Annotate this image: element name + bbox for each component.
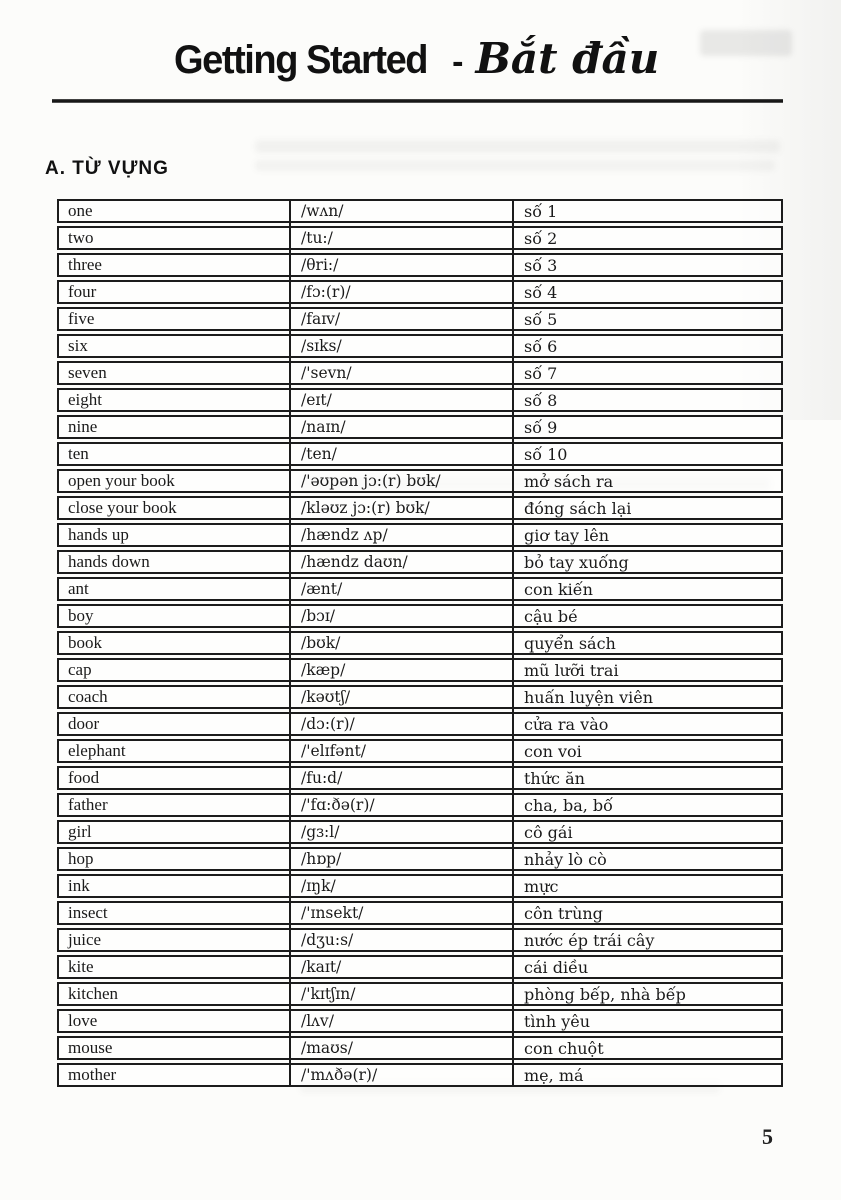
- word-cell: love: [68, 1011, 98, 1030]
- table-row: [57, 550, 783, 574]
- table-row: [57, 523, 783, 547]
- ipa-cell: /dɔ:(r)/: [301, 715, 355, 733]
- ipa-cell: /dʒu:s/: [301, 931, 354, 949]
- ipa-cell: /wʌn/: [301, 202, 344, 220]
- table-row: [57, 658, 783, 682]
- ipa-cell: /kəʊtʃ/: [301, 688, 351, 706]
- table-row: [57, 226, 783, 250]
- ipa-cell: /kæp/: [301, 661, 346, 679]
- ipa-cell: /sɪks/: [301, 337, 342, 355]
- ipa-cell: /hɒp/: [301, 850, 342, 868]
- table-row: [57, 631, 783, 655]
- word-cell: ten: [68, 444, 89, 463]
- meaning-cell: quyển sách: [524, 633, 616, 653]
- table-row: [57, 820, 783, 844]
- word-cell: close your book: [68, 498, 177, 517]
- meaning-cell: số 8: [524, 390, 558, 410]
- word-cell: four: [68, 282, 97, 301]
- column-divider-icon: [512, 199, 514, 1087]
- word-cell: juice: [68, 930, 102, 949]
- ipa-cell: /bʊk/: [301, 634, 341, 652]
- ipa-cell: /bɔɪ/: [301, 607, 336, 625]
- table-row: [57, 199, 783, 223]
- word-cell: kite: [68, 957, 94, 976]
- ipa-cell: /'mʌðə(r)/: [301, 1066, 378, 1084]
- table-row: [57, 469, 783, 493]
- word-cell: girl: [68, 822, 92, 841]
- meaning-cell: mẹ, má: [524, 1065, 584, 1085]
- word-cell: nine: [68, 417, 98, 436]
- meaning-cell: số 2: [524, 228, 558, 248]
- word-cell: five: [68, 309, 95, 328]
- meaning-cell: mực: [524, 876, 559, 896]
- ipa-cell: /fɔ:(r)/: [301, 283, 351, 301]
- meaning-cell: cha, ba, bố: [524, 795, 613, 815]
- word-cell: one: [68, 201, 93, 220]
- meaning-cell: con kiến: [524, 579, 593, 599]
- word-cell: three: [68, 255, 102, 274]
- ipa-cell: /ten/: [301, 445, 337, 463]
- ipa-cell: /'elɪfənt/: [301, 742, 366, 760]
- table-row: [57, 1036, 783, 1060]
- meaning-cell: số 10: [524, 444, 568, 464]
- table-row: [57, 415, 783, 439]
- ipa-cell: /'fɑ:ðə(r)/: [301, 796, 375, 814]
- table-row: [57, 1063, 783, 1087]
- word-cell: father: [68, 795, 108, 814]
- word-cell: hands up: [68, 525, 129, 544]
- ipa-cell: /kaɪt/: [301, 958, 342, 976]
- word-cell: eight: [68, 390, 102, 409]
- word-cell: hop: [68, 849, 94, 868]
- table-row: [57, 766, 783, 790]
- word-cell: kitchen: [68, 984, 119, 1003]
- meaning-cell: đóng sách lại: [524, 498, 632, 518]
- word-cell: hands down: [68, 552, 150, 571]
- ipa-cell: /lʌv/: [301, 1012, 334, 1030]
- ipa-cell: /maʊs/: [301, 1039, 353, 1057]
- ipa-cell: /tu:/: [301, 229, 333, 247]
- meaning-cell: cô gái: [524, 822, 573, 842]
- table-row: [57, 739, 783, 763]
- ipa-cell: /'sevn/: [301, 364, 352, 382]
- table-row: [57, 280, 783, 304]
- word-cell: seven: [68, 363, 107, 382]
- table-row: [57, 307, 783, 331]
- word-cell: six: [68, 336, 88, 355]
- page-number: 5: [762, 1124, 773, 1149]
- meaning-cell: con chuột: [524, 1038, 604, 1058]
- meaning-cell: số 1: [524, 201, 558, 221]
- word-cell: coach: [68, 687, 108, 706]
- word-cell: mother: [68, 1065, 117, 1084]
- word-cell: ink: [68, 876, 90, 895]
- ipa-cell: /faɪv/: [301, 310, 341, 328]
- table-row: [57, 604, 783, 628]
- meaning-cell: huấn luyện viên: [524, 687, 654, 707]
- table-row: [57, 685, 783, 709]
- word-cell: food: [68, 768, 100, 787]
- meaning-cell: số 9: [524, 417, 558, 437]
- meaning-cell: bỏ tay xuống: [524, 552, 629, 572]
- word-cell: cap: [68, 660, 92, 679]
- meaning-cell: phòng bếp, nhà bếp: [524, 984, 686, 1004]
- meaning-cell: cậu bé: [524, 606, 578, 626]
- title-underline: [52, 99, 783, 103]
- table-row: [57, 793, 783, 817]
- vocab-table: [57, 199, 783, 1087]
- ipa-cell: /naɪn/: [301, 418, 346, 436]
- meaning-cell: thức ăn: [524, 768, 585, 788]
- meaning-cell: côn trùng: [524, 903, 603, 923]
- meaning-cell: số 6: [524, 336, 558, 356]
- page-showthrough-artifact: [255, 140, 780, 153]
- ipa-cell: /hændz daʊn/: [301, 553, 408, 571]
- ipa-cell: /hændz ʌp/: [301, 526, 388, 544]
- meaning-cell: số 5: [524, 309, 558, 329]
- word-cell: insect: [68, 903, 108, 922]
- meaning-cell: giơ tay lên: [524, 525, 610, 545]
- ipa-cell: /'kɪtʃɪn/: [301, 985, 356, 1003]
- table-row: [57, 388, 783, 412]
- table-row: [57, 712, 783, 736]
- meaning-cell: số 3: [524, 255, 558, 275]
- meaning-cell: số 7: [524, 363, 558, 383]
- table-row: [57, 874, 783, 898]
- word-cell: ant: [68, 579, 89, 598]
- ipa-cell: /eɪt/: [301, 391, 332, 409]
- word-cell: book: [68, 633, 102, 652]
- word-cell: open your book: [68, 471, 175, 490]
- meaning-cell: mở sách ra: [524, 471, 614, 491]
- title-vietnamese: Bắt đầu: [475, 34, 660, 83]
- table-row: [57, 334, 783, 358]
- meaning-cell: số 4: [524, 282, 558, 302]
- word-cell: door: [68, 714, 100, 733]
- table-row: [57, 253, 783, 277]
- ipa-cell: /kləʊz jɔ:(r) bʊk/: [301, 499, 430, 517]
- meaning-cell: tình yêu: [524, 1011, 591, 1031]
- table-row: [57, 361, 783, 385]
- ipa-cell: /θri:/: [301, 256, 339, 274]
- page-showthrough-artifact: [255, 160, 775, 171]
- column-divider-icon: [289, 199, 291, 1087]
- ipa-cell: /ænt/: [301, 580, 343, 598]
- word-cell: boy: [68, 606, 94, 625]
- meaning-cell: nhảy lò cò: [524, 849, 607, 869]
- meaning-cell: cửa ra vào: [524, 714, 609, 734]
- ipa-cell: /ɪŋk/: [301, 877, 336, 895]
- table-row: [57, 982, 783, 1006]
- ipa-cell: /'ɪnsekt/: [301, 904, 364, 922]
- title-english: Getting Started: [173, 38, 427, 82]
- word-cell: mouse: [68, 1038, 113, 1057]
- table-row: [57, 577, 783, 601]
- ipa-cell: /'əʊpən jɔ:(r) bʊk/: [301, 472, 441, 490]
- table-row: [57, 442, 783, 466]
- table-row: [57, 928, 783, 952]
- table-row: [57, 901, 783, 925]
- meaning-cell: nước ép trái cây: [524, 930, 655, 950]
- ipa-cell: /gɜ:l/: [301, 823, 340, 841]
- meaning-cell: con voi: [524, 741, 582, 761]
- table-row: [57, 955, 783, 979]
- word-cell: two: [68, 228, 94, 247]
- table-row: [57, 496, 783, 520]
- title-separator: -: [452, 43, 464, 81]
- word-cell: elephant: [68, 741, 126, 760]
- ipa-cell: /fu:d/: [301, 769, 343, 787]
- meaning-cell: mũ lưỡi trai: [524, 660, 619, 680]
- table-row: [57, 1009, 783, 1033]
- page-title: [50, 34, 783, 83]
- meaning-cell: cái diều: [524, 957, 589, 977]
- table-row: [57, 847, 783, 871]
- section-heading-vocabulary: A. TỪ VỰNG: [45, 158, 169, 179]
